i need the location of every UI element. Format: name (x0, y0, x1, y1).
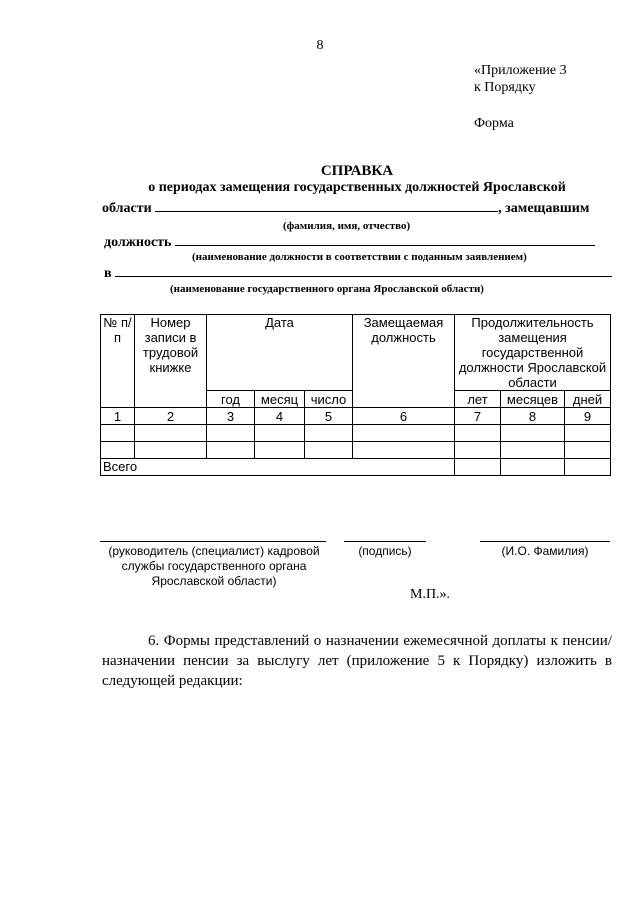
header-date: Дата (207, 315, 353, 391)
fio-fill-line[interactable] (155, 199, 498, 212)
form-label: Форма (474, 116, 514, 131)
col-number: 7 (455, 408, 501, 425)
table-row (101, 442, 611, 459)
header-num: № п/п (101, 315, 135, 408)
col-number: 1 (101, 408, 135, 425)
region-prefix: области (102, 201, 152, 216)
region-suffix: , замещавшим (498, 201, 590, 216)
page-number: 8 (316, 38, 324, 53)
position-prefix: должность (104, 235, 172, 250)
table-cell[interactable] (353, 425, 455, 442)
name-caption: (И.О. Фамилия) (501, 544, 589, 558)
sign-caption: (подпись) (358, 544, 412, 558)
total-days-cell[interactable] (565, 459, 611, 476)
table-cell[interactable] (135, 425, 207, 442)
table-cell[interactable] (455, 442, 501, 459)
region-line (102, 199, 589, 217)
header-year: год (207, 391, 255, 408)
table-cell[interactable] (101, 442, 135, 459)
total-row (101, 459, 611, 476)
table-cell[interactable] (255, 425, 305, 442)
hint-fio: (фамилия, имя, отчество) (283, 220, 411, 232)
table-cell[interactable] (501, 442, 565, 459)
col-number: 4 (255, 408, 305, 425)
stamp-place: М.П.». (410, 587, 451, 602)
document-title-block (102, 163, 612, 196)
document-subtitle: о периодах замещения государственных должностей Ярославской (148, 180, 566, 195)
total-months-cell[interactable] (501, 459, 565, 476)
table-cell[interactable] (207, 442, 255, 459)
col-number: 8 (501, 408, 565, 425)
header-years: лет (455, 391, 501, 408)
col-number: 9 (565, 408, 611, 425)
total-years-cell[interactable] (455, 459, 501, 476)
table-cell[interactable] (135, 442, 207, 459)
table-row (101, 425, 611, 442)
head-caption-line1: (руководитель (специалист) кадровой (108, 544, 320, 558)
table-cell[interactable] (455, 425, 501, 442)
header-day: число (305, 391, 353, 408)
body-paragraph: 6. Формы представлений о назначении ежемесячной доплаты к пенсии/ назначении пенсии за выслугу лет (приложение 5 к Порядку) изложить в следующей редакции: (102, 633, 612, 689)
header-record: Номер записи в трудовой книжке (135, 315, 207, 408)
periods-table (100, 314, 611, 476)
sign-line (344, 541, 426, 542)
table-cell[interactable] (207, 425, 255, 442)
organ-line (104, 264, 612, 282)
appendix-line1: «Приложение 3 (474, 63, 567, 78)
in-prefix: в (104, 266, 112, 281)
table-cell[interactable] (565, 442, 611, 459)
header-months: месяцев (501, 391, 565, 408)
header-duration: Продолжительность замещения государственной должности Ярославской области (455, 315, 611, 391)
col-number: 5 (305, 408, 353, 425)
organ-fill-line[interactable] (115, 264, 612, 277)
head-caption-line2: службы государственного органа (121, 559, 307, 573)
table-cell[interactable] (353, 442, 455, 459)
head-signature-line (100, 541, 326, 542)
col-number: 6 (353, 408, 455, 425)
table-cell[interactable] (255, 442, 305, 459)
col-number: 3 (207, 408, 255, 425)
header-position: Замещаемая должность (353, 315, 455, 408)
name-line (480, 541, 610, 542)
header-month: месяц (255, 391, 305, 408)
table-cell[interactable] (101, 425, 135, 442)
head-caption-line3: Ярославской области) (151, 574, 277, 588)
total-label: Всего (101, 459, 455, 476)
table-cell[interactable] (305, 425, 353, 442)
table-cell[interactable] (565, 425, 611, 442)
hint-organ: (наименование государственного органа Ярославской области) (170, 283, 484, 295)
head-caption (96, 544, 332, 589)
position-line (104, 233, 595, 251)
position-fill-line[interactable] (175, 233, 595, 246)
table-cell[interactable] (305, 442, 353, 459)
appendix-line2: к Порядку (474, 80, 536, 95)
table-cell[interactable] (501, 425, 565, 442)
document-title: СПРАВКА (320, 163, 394, 179)
col-number: 2 (135, 408, 207, 425)
hint-position: (наименование должности в соответствии с поданным заявлением) (192, 251, 527, 263)
column-number-row (101, 408, 611, 425)
header-days: дней (565, 391, 611, 408)
appendix-note (474, 62, 567, 96)
